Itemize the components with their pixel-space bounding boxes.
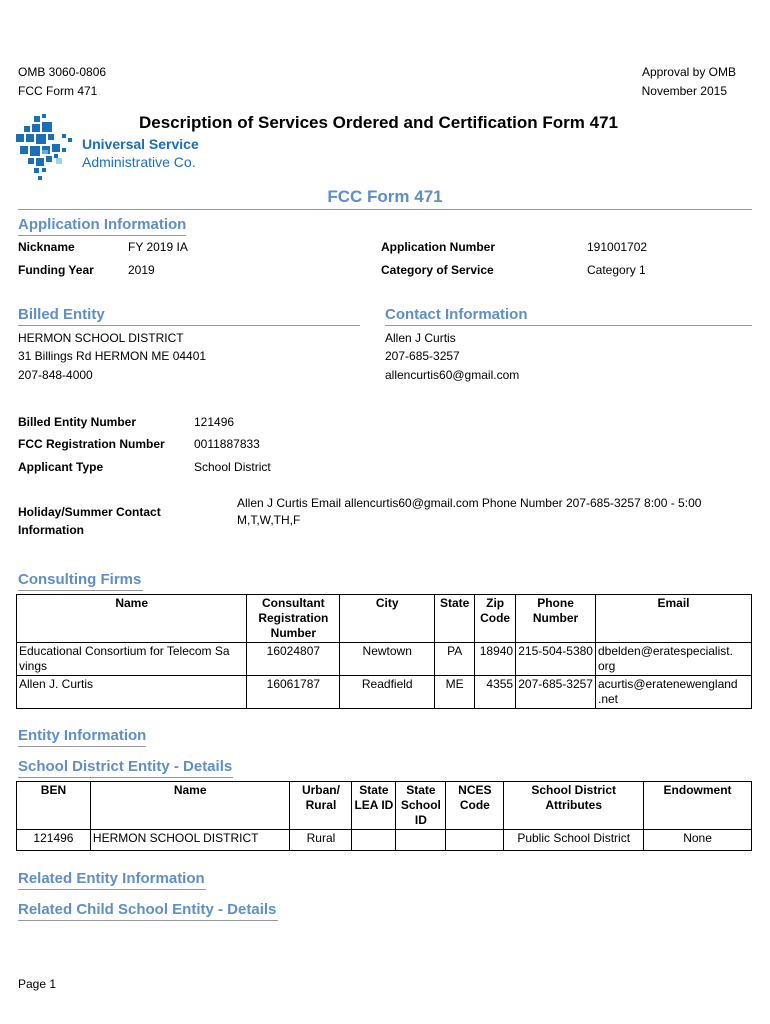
col-endowment-text: Endowment	[663, 783, 732, 797]
school-district-table	[16, 781, 752, 851]
entity-underline	[18, 746, 146, 747]
contact-heading: Contact Information	[385, 306, 528, 323]
col-nces	[446, 782, 504, 830]
logo-text-line2: Administrative Co.	[82, 154, 196, 170]
col-school-line1: State	[406, 783, 436, 797]
approval-date: November 2015	[641, 84, 727, 98]
cell-zip: 4355	[475, 676, 516, 709]
col-zip	[475, 595, 516, 643]
related-child-heading: Related Child School Entity - Details	[18, 901, 277, 918]
application-number-value: 191001702	[587, 240, 648, 254]
table-row	[17, 830, 752, 851]
application-heading: Application Information	[18, 216, 187, 233]
holiday-contact-value-2: M,T,W,TH,F	[237, 513, 301, 527]
consulting-heading: Consulting Firms	[18, 571, 142, 588]
applicant-type-label: Applicant Type	[18, 460, 104, 474]
cell-entity-name: HERMON SCHOOL DISTRICT	[90, 830, 290, 851]
col-zip-line2: Code	[480, 611, 511, 625]
cell-state-school-id	[396, 830, 446, 851]
contact-name: Allen J Curtis	[385, 331, 456, 345]
holiday-contact-label: Holiday/Summer Contact	[18, 505, 161, 519]
nickname-label: Nickname	[18, 240, 75, 254]
col-state-text: State	[439, 596, 470, 610]
cell-name	[17, 643, 247, 676]
billed-entity-underline	[18, 325, 360, 326]
col-phone	[516, 595, 596, 643]
contact-email: allencurtis60@gmail.com	[385, 368, 520, 382]
cell-name-line1: Educational Consortium for Telecom Sa	[19, 644, 230, 658]
fcc-registration-value: 0011887833	[194, 437, 260, 451]
funding-year-label: Funding Year	[18, 263, 94, 277]
related-entity-heading: Related Entity Information	[18, 870, 205, 887]
col-school-line3: ID	[414, 813, 427, 827]
cell-urban-rural: Rural	[290, 830, 352, 851]
col-registration-line3: Number	[270, 626, 317, 640]
applicant-type-value: School District	[194, 460, 271, 474]
omb-number: OMB 3060-0806	[18, 65, 107, 79]
cell-email	[595, 676, 751, 709]
school-district-underline	[18, 777, 233, 778]
related-entity-underline	[18, 889, 206, 890]
cell-email-line2: .net	[597, 692, 618, 706]
col-city	[340, 595, 435, 643]
school-district-heading: School District Entity - Details	[18, 758, 233, 775]
fcc-registration-label: FCC Registration Number	[18, 437, 165, 451]
cell-state: PA	[435, 643, 475, 676]
billed-entity-number-label: Billed Entity Number	[18, 415, 137, 429]
billed-entity-heading: Billed Entity	[18, 306, 105, 323]
nickname-value: FY 2019 IA	[128, 240, 188, 254]
form-subtitle: FCC Form 471	[327, 187, 443, 206]
cell-phone: 215-504-5380	[516, 643, 596, 676]
col-endowment	[644, 782, 752, 830]
consulting-header-row	[17, 595, 752, 643]
col-registration	[247, 595, 340, 643]
category-label: Category of Service	[381, 263, 494, 277]
holiday-contact-label-2: Information	[18, 523, 84, 537]
consulting-underline	[18, 590, 143, 591]
col-lea-line1: State	[359, 783, 389, 797]
col-entity-name	[90, 782, 290, 830]
cell-email-line2: org	[597, 659, 616, 673]
col-attributes	[504, 782, 644, 830]
col-school-line2: School	[400, 798, 441, 812]
col-phone-line1: Phone	[537, 596, 574, 610]
col-ben	[17, 782, 91, 830]
school-district-header-row	[17, 782, 752, 830]
col-ben-text: BEN	[40, 783, 67, 797]
col-phone-line2: Number	[532, 611, 579, 625]
logo-text-line1: Universal Service	[82, 136, 199, 152]
col-attributes-line2: Attributes	[545, 798, 603, 812]
col-state-school-id	[396, 782, 446, 830]
funding-year-value: 2019	[128, 263, 155, 277]
entity-heading: Entity Information	[18, 727, 147, 744]
col-email	[595, 595, 751, 643]
billed-entity-phone: 207-848-4000	[18, 368, 93, 382]
col-urban-line1: Urban/	[301, 783, 340, 797]
col-urban-line2: Rural	[305, 798, 337, 812]
cell-state: ME	[435, 676, 475, 709]
col-zip-line1: Zip	[486, 596, 505, 610]
cell-city: Newtown	[340, 643, 435, 676]
usac-logo-mark	[16, 114, 80, 184]
col-name	[17, 595, 247, 643]
col-urban-rural	[290, 782, 352, 830]
col-registration-line1: Consultant	[262, 596, 325, 610]
cell-name-line2: vings	[19, 659, 48, 673]
cell-email-line1: acurtis@eratenewengland	[597, 677, 738, 691]
cell-zip: 18940	[475, 643, 516, 676]
col-nces-line2: Code	[459, 798, 490, 812]
col-attributes-line1: School District	[531, 783, 617, 797]
col-name-text: Name	[115, 596, 149, 610]
contact-phone: 207-685-3257	[385, 349, 460, 363]
related-child-underline	[18, 920, 278, 921]
cell-city: Readfield	[340, 676, 435, 709]
application-number-label: Application Number	[381, 240, 496, 254]
col-entity-name-text: Name	[173, 783, 207, 797]
category-value: Category 1	[587, 263, 646, 277]
consulting-firms-table	[16, 594, 752, 709]
contact-underline	[385, 325, 752, 326]
col-email-text: Email	[657, 596, 690, 610]
col-lea-line2: LEA ID	[354, 798, 394, 812]
table-row	[17, 643, 752, 676]
cell-nces	[446, 830, 504, 851]
cell-registration: 16024807	[247, 643, 340, 676]
col-city-text: City	[375, 596, 399, 610]
page-title: Description of Services Ordered and Certification Form 471	[139, 113, 618, 132]
cell-email-line1: dbelden@eratespecialist.	[597, 644, 733, 658]
col-registration-line2: Registration	[258, 611, 329, 625]
cell-registration: 16061787	[247, 676, 340, 709]
approval-text: Approval by OMB	[641, 65, 736, 79]
col-nces-line1: NCES	[458, 783, 492, 797]
application-heading-underline	[18, 235, 186, 236]
billed-entity-name: HERMON SCHOOL DISTRICT	[18, 331, 184, 345]
table-row	[17, 676, 752, 709]
cell-endowment: None	[644, 830, 752, 851]
cell-name	[17, 676, 247, 709]
subtitle-divider	[18, 209, 752, 210]
cell-attributes: Public School District	[504, 830, 644, 851]
form-label: FCC Form 471	[18, 84, 98, 98]
cell-state-lea	[352, 830, 396, 851]
cell-phone: 207-685-3257	[516, 676, 596, 709]
col-state	[435, 595, 475, 643]
cell-name-line1: Allen J. Curtis	[19, 677, 94, 691]
billed-entity-number-value: 121496	[194, 415, 235, 429]
cell-email	[595, 643, 751, 676]
col-state-lea	[352, 782, 396, 830]
page-number: Page 1	[18, 977, 57, 991]
billed-entity-address: 31 Billings Rd HERMON ME 04401	[18, 349, 207, 363]
cell-ben: 121496	[17, 830, 91, 851]
holiday-contact-value: Allen J Curtis Email allencurtis60@gmail.com Phone Number 207-685-3257 8:00 - 5:00	[237, 496, 702, 510]
